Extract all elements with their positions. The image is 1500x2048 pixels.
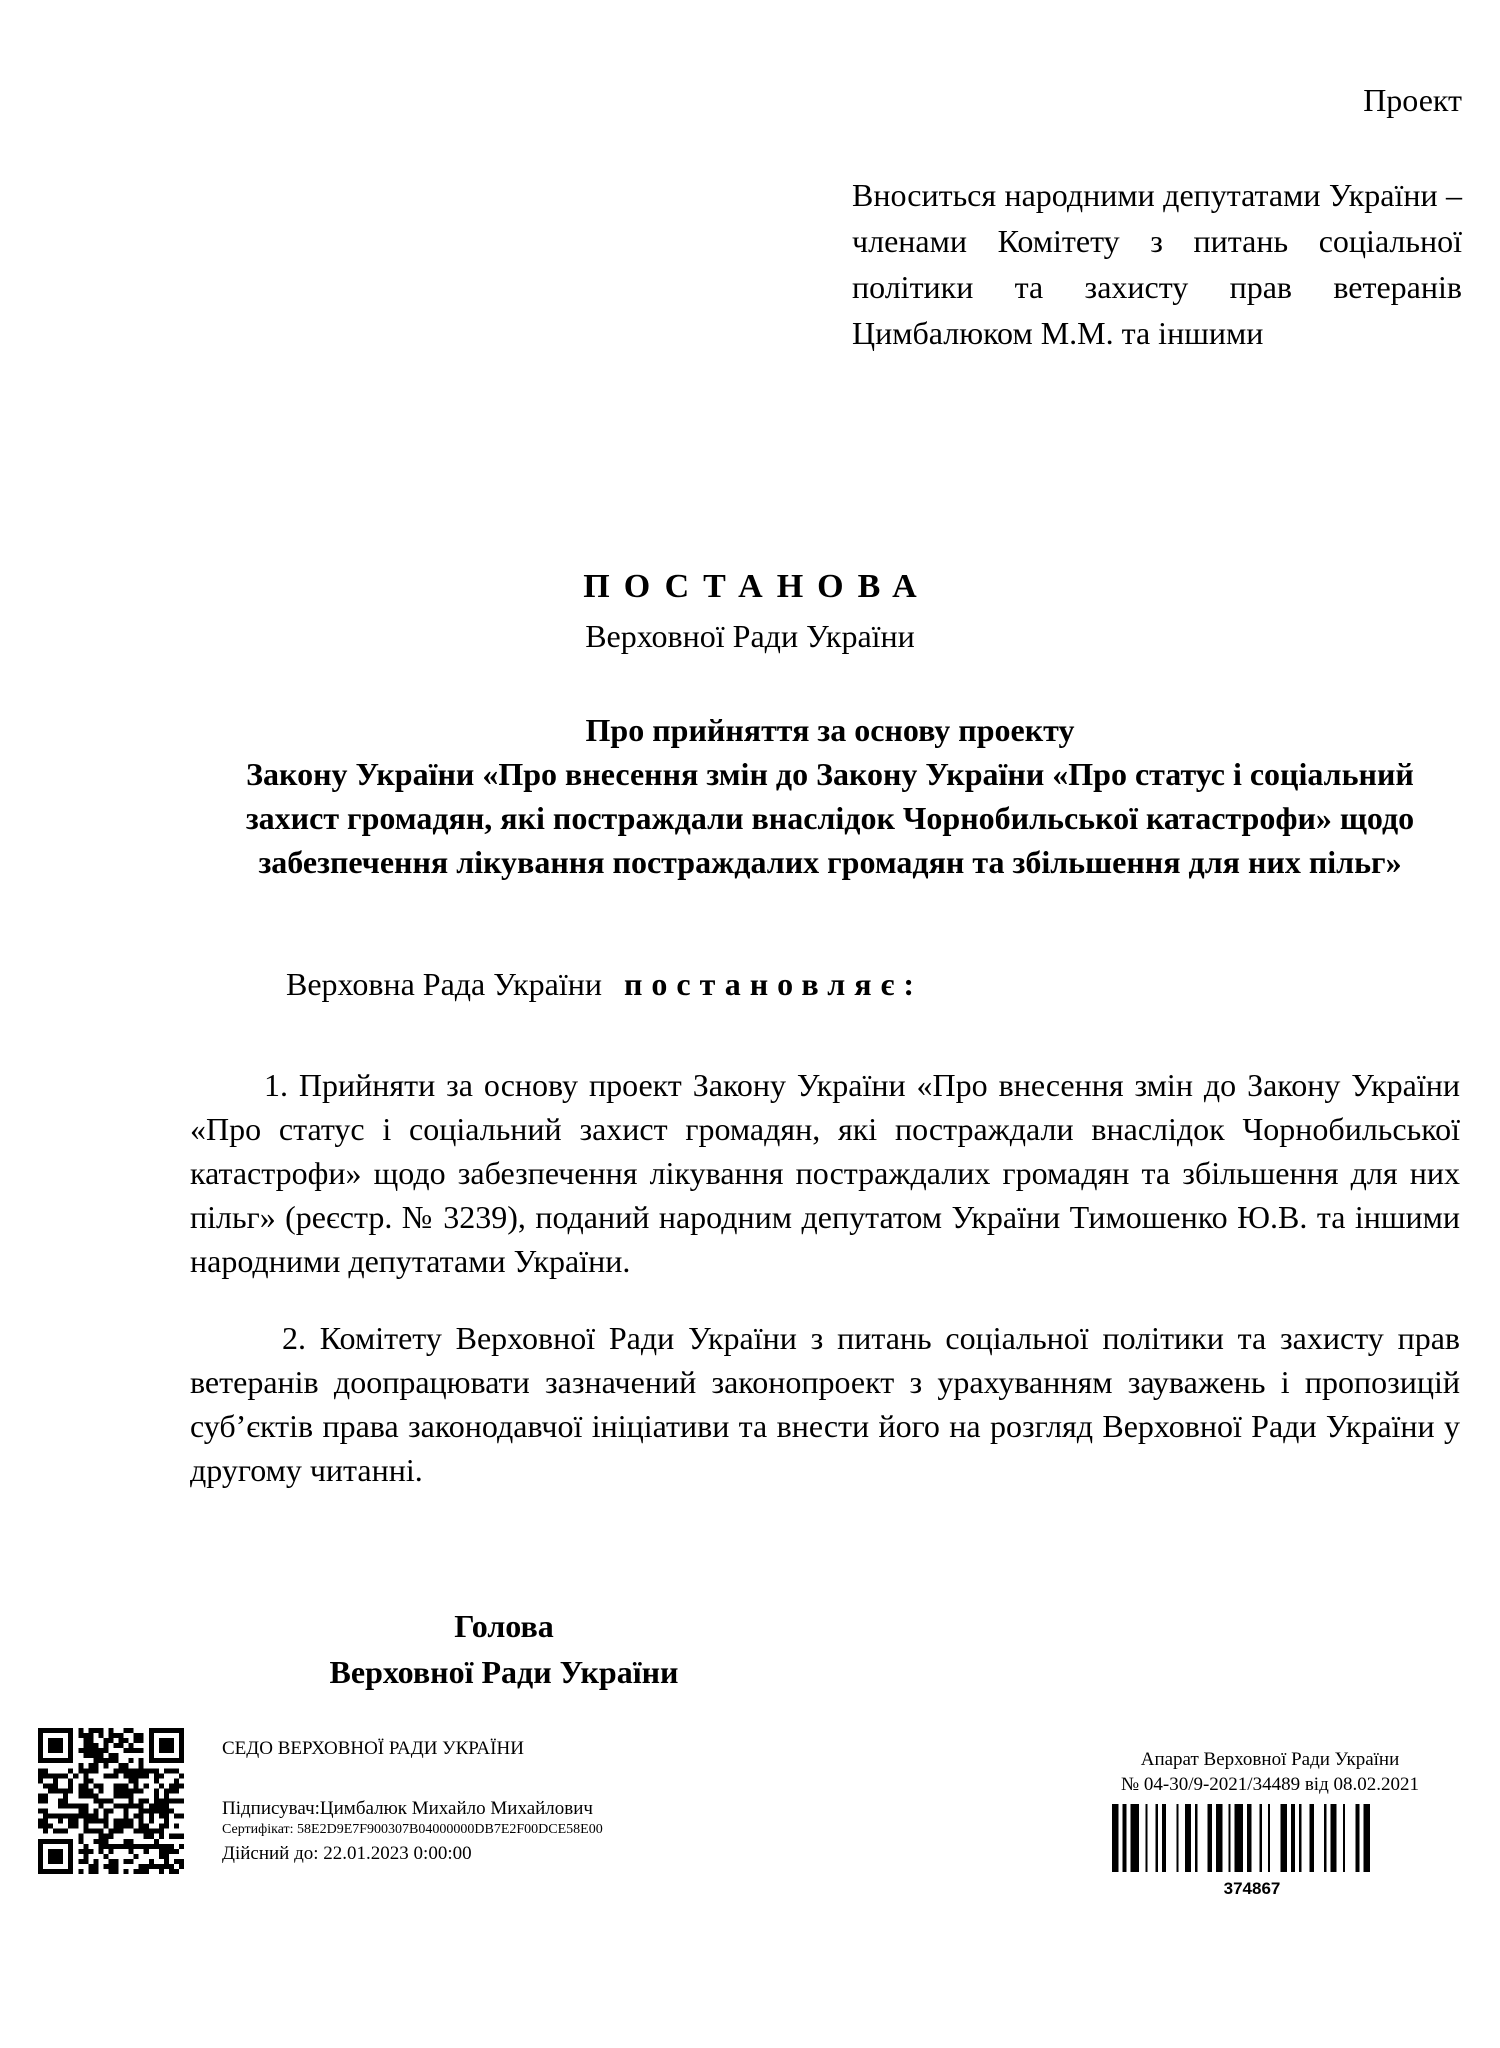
signatory-title-line-2: Верховної Ради України xyxy=(329,1654,679,1690)
signatory-title-line-1: Голова xyxy=(454,1608,554,1644)
barcode xyxy=(1112,1804,1392,1872)
enact-verb: постановляє: xyxy=(623,966,923,1002)
enact-subject: Верховна Рада України xyxy=(286,966,602,1002)
project-label: Проект xyxy=(1363,82,1462,118)
issuer-subheading: Верховної Ради України xyxy=(585,618,915,654)
sedo-label: СЕДО ВЕРХОВНОЇ РАДИ УКРАЇНИ xyxy=(222,1738,524,1759)
resolution-subject xyxy=(200,708,1460,884)
registration-number: № 04-30/9-2021/34489 від 08.02.2021 xyxy=(1120,1774,1419,1795)
signer-label: Підписувач:Цимбалюк Михайло Михайлович xyxy=(222,1798,593,1819)
barcode-number: 374867 xyxy=(1223,1879,1281,1898)
paragraph-1: 1. Прийняти за основу проект Закону України «Про внесення змін до Закону України «Про статус і соціальний захист громадян, які постраждали внаслідок Чорнобильської катастрофи» щодо забезпечення лікування постраждалих громадян та збільшення для них пільг» (реєстр. № 3239), поданий народним депутатом України Тимошенко Ю.В. та іншими народними депутатами України. xyxy=(190,1067,1460,1279)
paragraph-2: 2. Комітету Верховної Ради України з питань соціальної політики та захисту прав ветеранів доопрацювати зазначений законопроект з урахуванням зауважень і пропозицій суб’єктів права законодавчої ініціативи та внести його на розгляд Верховної Ради України у другому читанні. xyxy=(190,1320,1460,1488)
enacting-formula xyxy=(286,966,923,1003)
subject-line-1: Про прийняття за основу проекту xyxy=(585,712,1075,748)
introduced-by-text: Вноситься народними депутатами України – членами Комітету з питань соціальної політики та захисту прав ветеранів Цимбалюком М.М. та іншими xyxy=(852,177,1462,351)
subject-line-2: Закону України «Про внесення змін до Закону України «Про статус і соціальний захист громадян, які постраждали внаслідок Чорнобильської катастрофи» щодо забезпечення лікування постраждалих громадян та збільшення для них пільг» xyxy=(245,756,1415,880)
apparat-name: Апарат Верховної Ради України xyxy=(1140,1749,1400,1770)
certificate-label: Сертифікат: 58E2D9E7F900307B04000000DB7E2F00DCE58E00 xyxy=(222,1822,603,1837)
document-type-heading: ПОСТАНОВА xyxy=(583,568,931,605)
valid-until-label: Дійсний до: 22.01.2023 0:00:00 xyxy=(222,1843,472,1864)
registration-stamp xyxy=(1080,1747,1460,1797)
signatory-title xyxy=(284,1603,724,1695)
qr-code xyxy=(38,1728,184,1874)
